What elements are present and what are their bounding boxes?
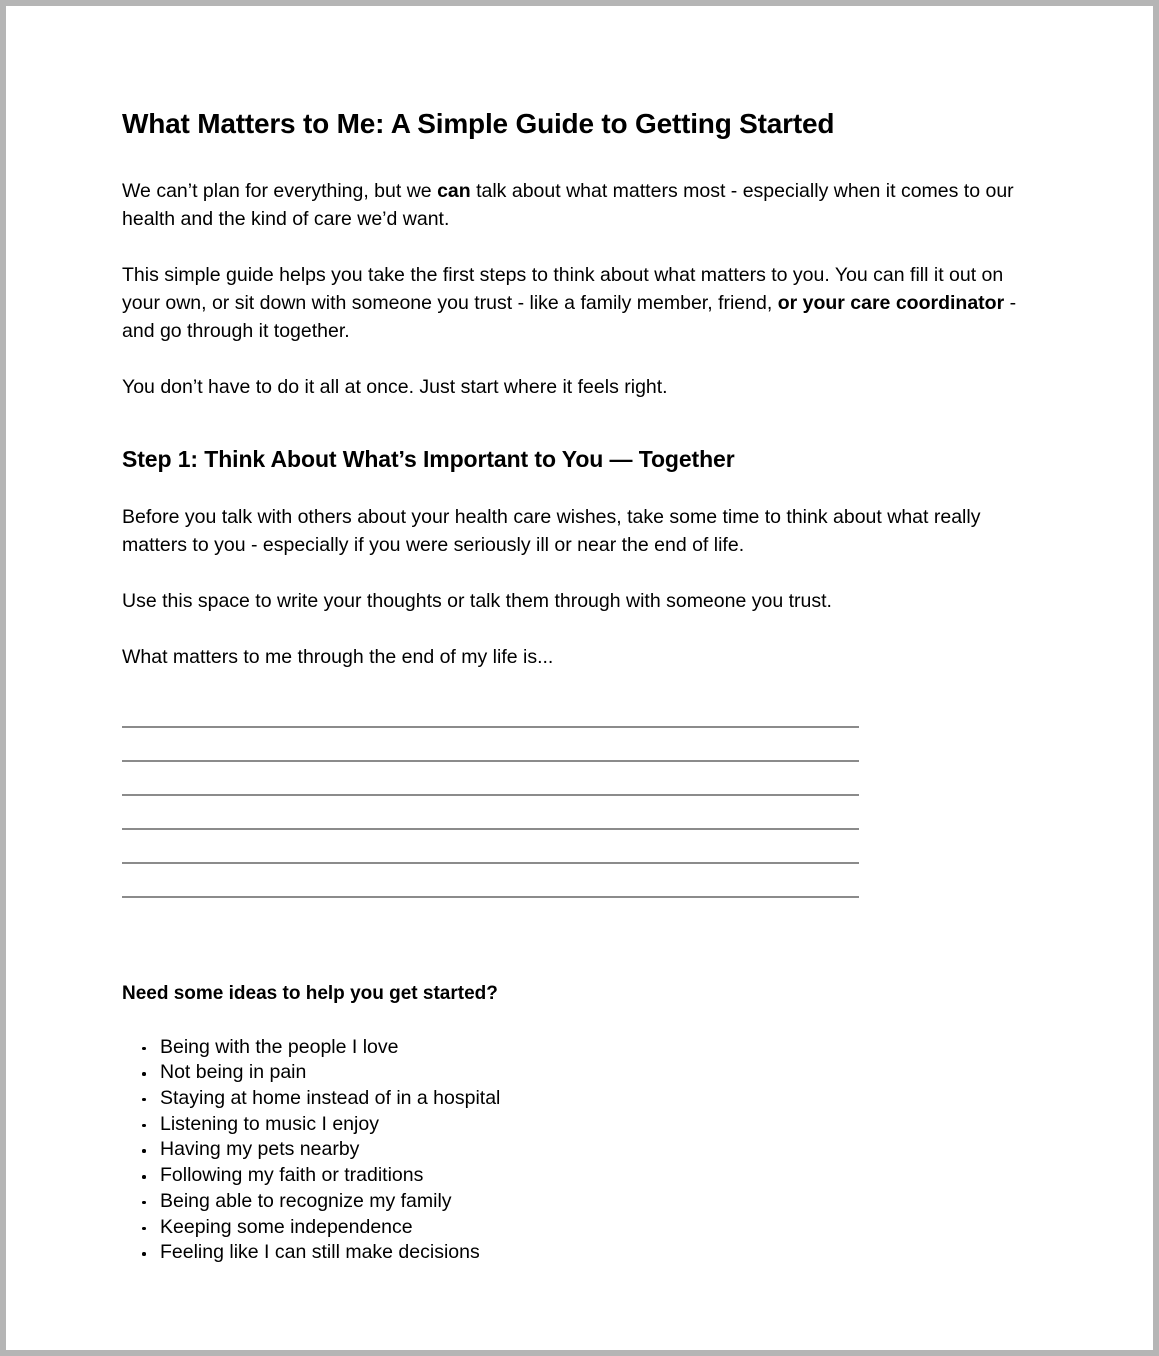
step-1-paragraph-1: Before you talk with others about your health care wishes, take some time to think about what really matters to you - especially if you were seriously ill or near the end of life.: [122, 505, 981, 556]
write-in-lines: [122, 715, 1042, 919]
intro-p2-emphasis: or your care coordinator: [777, 292, 1005, 314]
list-item: Staying at home instead of in a hospital: [160, 1086, 1042, 1112]
write-line[interactable]: [122, 817, 859, 851]
intro-p2-seg-1: This simple guide helps you take the first steps to think about what matters to you. You can fill it out on your own, or sit down with someone you trust - like a family member, friend,: [122, 264, 1004, 314]
intro-p1-emphasis: can: [437, 180, 471, 202]
intro-p1-seg-3: talk about what matters most - especially when it comes to our health and the kind of care we’d want.: [122, 180, 1014, 230]
list-item: Keeping some independence: [160, 1215, 1042, 1241]
step-1-prompt: What matters to me through the end of my life is...: [122, 645, 554, 668]
write-line[interactable]: [122, 885, 859, 919]
write-line[interactable]: [122, 715, 859, 749]
list-item: Feeling like I can still make decisions: [160, 1240, 1042, 1266]
step-1-heading: Step 1: Think About What’s Important to You — Together: [122, 446, 735, 472]
write-line[interactable]: [122, 783, 859, 817]
ideas-list: [122, 1035, 1042, 1266]
ideas-heading: Need some ideas to help you get started?: [122, 982, 498, 1004]
intro-p1-seg-1: We can’t plan for everything, but we: [122, 180, 438, 202]
write-line[interactable]: [122, 851, 859, 885]
list-item: Listening to music I enjoy: [160, 1112, 1042, 1138]
intro-p2-seg-3: - and go through it together.: [122, 292, 1017, 342]
list-item: Having my pets nearby: [160, 1137, 1042, 1163]
step-1-paragraph-2: Use this space to write your thoughts or talk them through with someone you trust.: [122, 589, 832, 612]
page-title: What Matters to Me: A Simple Guide to Getting Started: [122, 108, 835, 139]
document-body: [122, 106, 1042, 1266]
write-line[interactable]: [122, 749, 859, 783]
intro-paragraph-2: [122, 261, 1042, 345]
list-item: Being able to recognize my family: [160, 1189, 1042, 1215]
intro-p3-seg-1: You don’t have to do it all at once. Just start where it feels right.: [122, 376, 668, 398]
list-item: Being with the people I love: [160, 1035, 1042, 1061]
intro-paragraph-1: [122, 177, 1042, 233]
intro-paragraph-3: [122, 373, 1042, 401]
list-item: Following my faith or traditions: [160, 1163, 1042, 1189]
list-item: Not being in pain: [160, 1060, 1042, 1086]
